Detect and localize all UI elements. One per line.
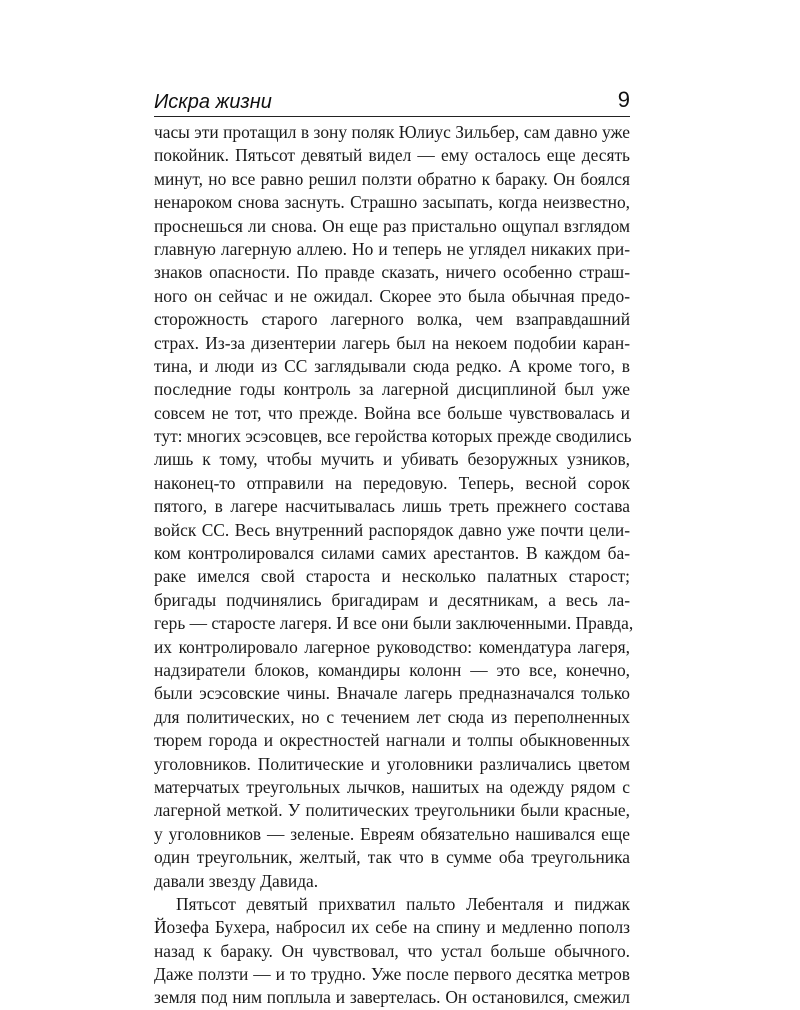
text-line: минут, но все равно решил ползти обратно к бараку. Он боялся (154, 168, 630, 189)
text-line: земля под ним поплыла и завертелась. Он остановился, смежил (154, 987, 630, 1008)
text-line: один треугольник, желтый, так что в сумме оба треугольника (154, 847, 630, 868)
running-head (154, 88, 630, 118)
text-line: у уголовников — зеленые. Евреям обязательно нашивался еще (154, 823, 630, 844)
text-line: главную лагерную аллею. Но и теперь не углядел никаких при- (154, 238, 630, 259)
text-line: для политических, но с течением лет сюда из переполненных (154, 706, 630, 727)
text-line: ком контролировался силами самих арестантов. В каждом ба- (154, 543, 630, 564)
text-line: последние годы контроль за лагерной дисциплиной был уже (154, 379, 630, 400)
text-line: покойник. Пятьсот девятый видел — ему осталось еще десять (154, 145, 630, 166)
text-line: были эсэсовские чины. Вначале лагерь предназначался только (154, 683, 630, 704)
text-line: раке имелся свой староста и несколько палатных старост; (154, 566, 630, 587)
text-line: тут: многих эсэсовцев, все геройства которых прежде сводились (154, 426, 632, 447)
text-line: Йозефа Бухера, набросил их себе на спину и медленно пополз (154, 917, 630, 938)
page-number: 9 (617, 87, 630, 112)
text-line: войск СС. Весь внутренний распорядок давно уже почти цели- (154, 519, 630, 540)
text-line: знаков опасности. По правде сказать, ничего особенно страш- (154, 262, 630, 283)
text-line: лагерной меткой. У политических треугольники были красные, (154, 800, 630, 821)
text-line: лишь к тому, чтобы мучить и убивать безоружных узников, (154, 449, 630, 470)
text-line: сторожность старого лагерного волка, чем взаправдашний (154, 309, 630, 330)
text-line: ного он сейчас и не ожидал. Скорее это была обычная предо- (154, 285, 630, 306)
text-line: страх. Из-за дизентерии лагерь был на некоем подобии каран- (154, 332, 630, 353)
text-line: их контролировало лагерное руководство: комендатура лагеря, (154, 636, 630, 657)
text-line: Даже ползти — и то трудно. Уже после первого десятка метров (154, 964, 630, 985)
text-line: давали звезду Давида. (154, 870, 319, 891)
text-line: бригады подчинялись бригадирам и десятникам, а весь ла- (154, 589, 630, 610)
text-line: надзиратели блоков, командиры колонн — это все, конечно, (154, 659, 630, 680)
paragraph-first-line: Пятьсот девятый прихватил пальто Лебенталя и пиджак (176, 893, 630, 914)
text-line: совсем не тот, что прежде. Война все больше чувствовалась и (154, 402, 630, 423)
text-line: тина, и люди из СС заглядывали сюда редко. А кроме того, в (154, 355, 630, 376)
text-line: уголовников. Политические и уголовники различались цветом (154, 753, 630, 774)
text-line: назад к бараку. Он чувствовал, что устал больше обычного. (154, 940, 630, 961)
text-line: тюрем города и окрестностей нагнали и толпы обыкновенных (154, 730, 630, 751)
text-line: часы эти протащил в зону поляк Юлиус Зильбер, сам давно уже (154, 122, 630, 142)
running-title: Искра жизни (154, 91, 272, 113)
text-line: матерчатых треугольных лычков, нашитых на одежду рядом с (154, 776, 630, 797)
text-line: герь — старосте лагеря. И все они были заключенными. Правда, (154, 613, 634, 634)
text-line: ненароком снова заснуть. Страшно засыпать, когда неизвестно, (154, 192, 630, 213)
text-line: проснешься ли снова. Он еще раз пристально ощупал взглядом (154, 215, 630, 236)
text-line: пятого, в лагере насчитывалась лишь треть прежнего состава (154, 496, 630, 517)
header-rule (154, 116, 630, 117)
text-line: наконец-то отправили на передовую. Теперь, весной сорок (154, 472, 630, 493)
body-text (154, 121, 634, 1010)
